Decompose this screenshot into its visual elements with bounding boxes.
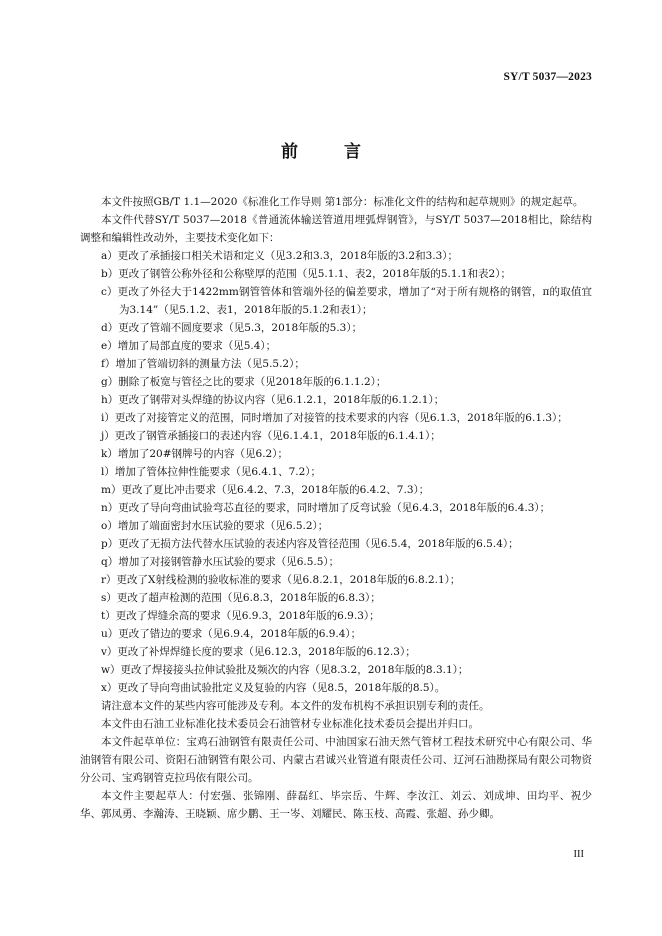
proposer-paragraph: 本文件由石油工业标准化技术委员会石油管材专业标准化技术委员会提出并归口。 xyxy=(101,718,479,730)
intro-paragraph-2: 本文件代替SY/T 5037—2018《普通流体输送管道用埋弧焊钢管》，与SY/T 5037—2018相比，除结构调整和编辑性改动外，主要技术变化如下： xyxy=(80,214,592,244)
list-item: i）更改了对接管定义的范围，同时增加了对接管的技术要求的内容（见6.1.3，2018年版的6.1.3）； xyxy=(101,412,568,424)
page-number: III xyxy=(573,849,584,860)
list-item: g）删除了板宽与管径之比的要求（见2018年版的6.1.1.2）； xyxy=(101,376,387,388)
list-item: k）增加了20#钢牌号的内容（见6.2）； xyxy=(101,448,288,460)
page-title: 前 言 xyxy=(281,142,381,162)
list-item: c）更改了外径大于1422mm钢管管体和管端外径的偏差要求，增加了“对于所有规格的钢管，π的取值宜为3.14”（见5.1.2、表1，2018年版的5.1.2和表1）； xyxy=(101,286,592,316)
list-item: h）更改了钢带对头焊缝的协议内容（见6.1.2.1，2018年版的6.1.2.1）； xyxy=(101,394,445,406)
list-item: x）更改了导向弯曲试验批定义及复验的内容（见8.5，2018年版的8.5）。 xyxy=(101,682,446,694)
intro-paragraph-1: 本文件按照GB/T 1.1—2020《标准化工作导则 第1部分：标准化文件的结构和起草规则》的规定起草。 xyxy=(101,196,584,208)
list-item: j）更改了钢管承插接口的表述内容（见6.1.4.1，2018年版的6.1.4.1）； xyxy=(101,430,441,442)
list-item: n）更改了导向弯曲试验弯芯直径的要求，同时增加了反弯试验（见6.4.3，2018年版的6.4.3）； xyxy=(101,502,551,514)
list-item: t）更改了焊缝余高的要求（见6.9.3，2018年版的6.9.3）； xyxy=(101,610,380,622)
list-item: q）增加了对接钢管静水压试验的要求（见6.5.5）； xyxy=(101,556,340,568)
list-item: a）更改了承插接口相关术语和定义（见3.2和3.3，2018年版的3.2和3.3）； xyxy=(101,250,459,262)
list-item: s）更改了超声检测的范围（见6.8.3，2018年版的6.8.3）； xyxy=(101,592,381,604)
list-item: p）更改了无损方法代替水压试验的表述内容及管径范围（见6.5.4，2018年版的6.5.4）； xyxy=(101,538,519,550)
patent-notice: 请注意本文件的某些内容可能涉及专利。本文件的发布机构不承担识别专利的责任。 xyxy=(101,700,490,712)
changes-list xyxy=(80,247,592,697)
list-item: d）更改了管端不圆度要求（见5.3，2018年版的5.3）； xyxy=(101,322,363,334)
drafters: 本文件主要起草人：付宏强、张锦刚、薛磊红、毕宗岳、牛辉、李汝江、刘云、刘成坤、田均平、祝少华、郭凤勇、李瀚涛、王晓颖、席少鹏、王一岑、刘耀民、陈玉枝、高霞、张超、孙少卿。 xyxy=(80,790,592,820)
document-code: SY/T 5037—2023 xyxy=(503,71,592,83)
drafting-units: 本文件起草单位：宝鸡石油钢管有限责任公司、中油国家石油天然气管材工程技术研究中心有限公司、华油钢管有限公司、资阳石油钢管有限公司、内蒙古君诚兴业管道有限责任公司、辽河石油勘探局有限公司物资分公司、宝鸡钢管克拉玛依有限公司。 xyxy=(80,736,592,784)
document-body xyxy=(80,193,592,823)
list-item: w）更改了焊接接头拉伸试验批及频次的内容（见8.3.2，2018年版的8.3.1）； xyxy=(101,664,469,676)
list-item: u）更改了错边的要求（见6.9.4，2018年版的6.9.4）； xyxy=(101,628,362,640)
list-item: v）更改了补焊焊缝长度的要求（见6.12.3，2018年版的6.12.3）； xyxy=(101,646,416,658)
list-item: b）更改了钢管公称外径和公称壁厚的范围（见5.1.1、表2，2018年版的5.1.1和表2）； xyxy=(101,268,511,280)
list-item: e）增加了局部直度的要求（见5.4）； xyxy=(101,340,277,352)
list-item: o）增加了端面密封水压试验的要求（见6.5.2）； xyxy=(101,520,329,532)
list-item: m）更改了夏比冲击要求（见6.4.2、7.3，2018年版的6.4.2、7.3）； xyxy=(101,484,430,496)
list-item: f）增加了管端切斜的测量方法（见5.5.2）； xyxy=(101,358,305,370)
list-item: l）增加了管体拉伸性能要求（见6.4.1、7.2）； xyxy=(101,466,322,478)
list-item: r）更改了X射线检测的验收标准的要求（见6.8.2.1，2018年版的6.8.2.1）； xyxy=(101,574,461,586)
